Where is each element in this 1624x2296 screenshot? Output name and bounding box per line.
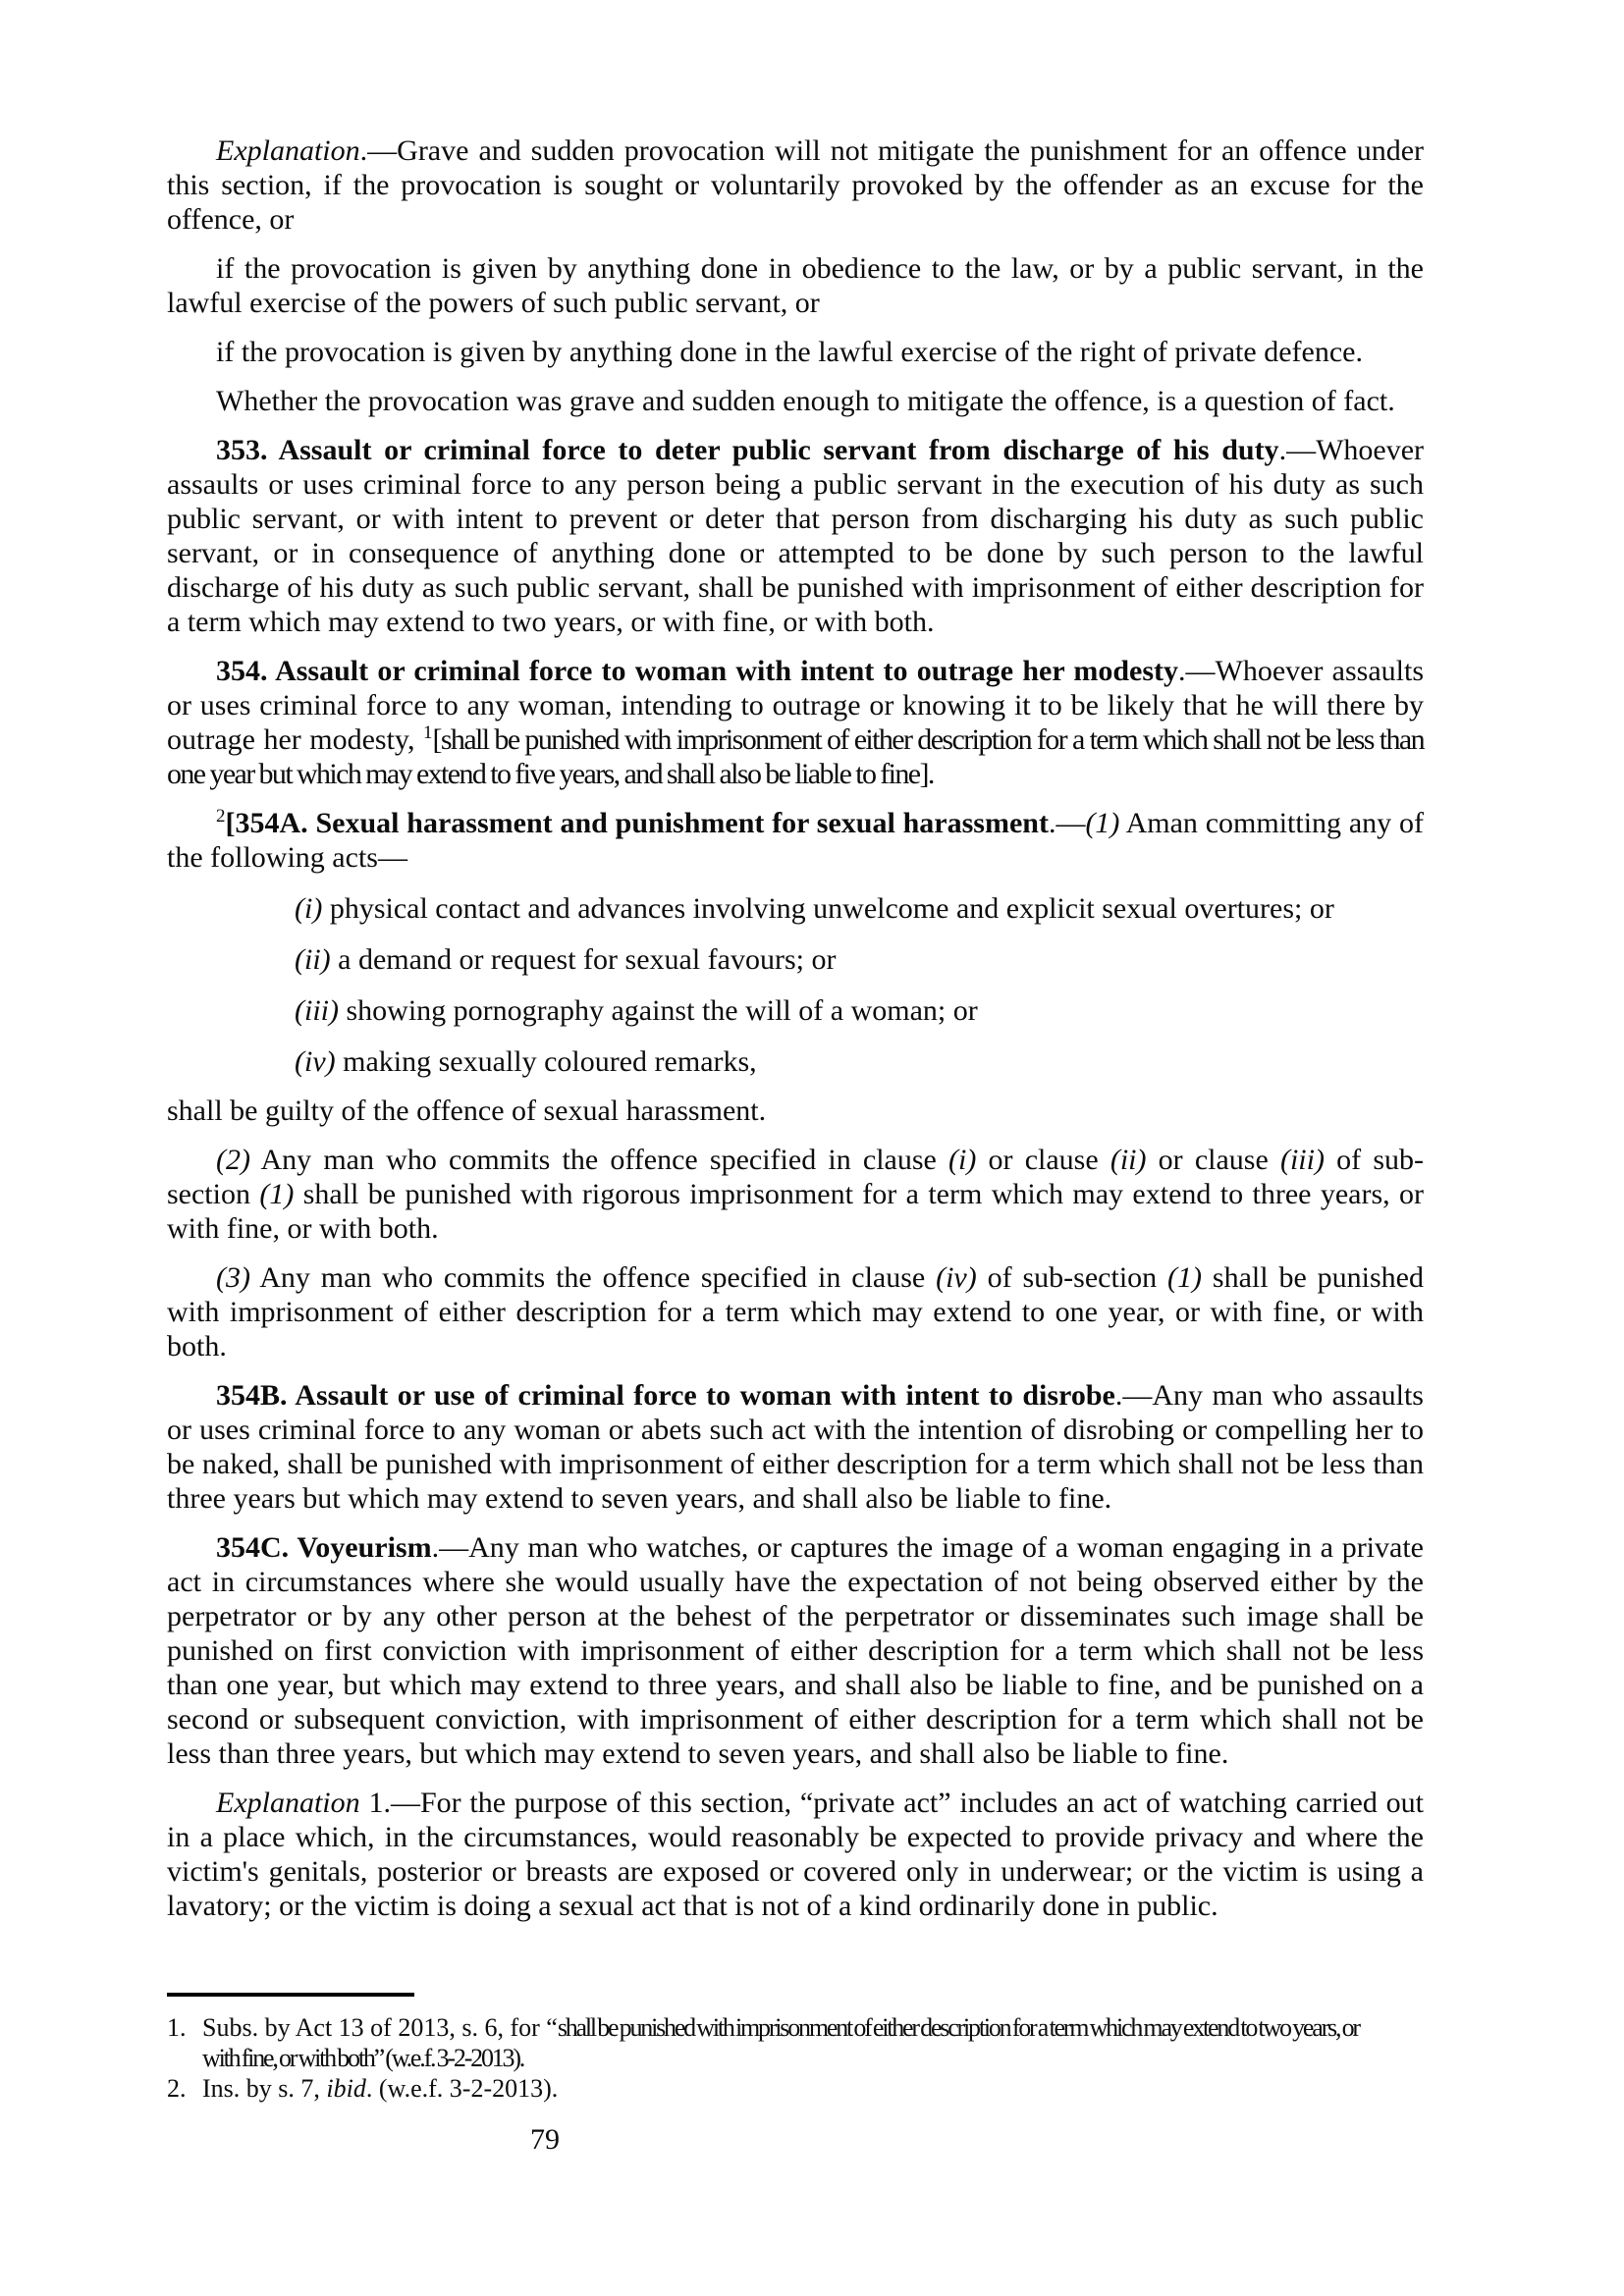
text-segment: (1)	[259, 1178, 295, 1210]
paragraph	[167, 384, 1424, 418]
text-segment: with fine, or with both” (w.e.f. 3-2-2013).	[202, 2044, 524, 2072]
footnote-line	[202, 2012, 1443, 2043]
text-segment: shall be punished with rigorous imprisonment for a term which may extend to three years, or with fine, or with both.	[167, 1178, 1424, 1245]
text-segment: (1)	[1085, 807, 1120, 839]
footnote-separator	[167, 1993, 414, 1997]
paragraph	[167, 654, 1424, 791]
text-segment: . (w.e.f. 3-2-2013).	[365, 2074, 559, 2103]
text-segment: or clause	[976, 1144, 1110, 1176]
text-segment: 354. Assault or criminal force to woman with intent to outrage her modesty	[216, 655, 1178, 687]
text-segment: or clause	[1146, 1144, 1280, 1176]
clause-item	[167, 1044, 1424, 1079]
paragraph	[167, 1094, 1424, 1128]
text-segment: 1	[422, 722, 433, 743]
text-segment: Aman committing any of the following acts—	[167, 807, 1424, 874]
text-segment: (1)	[1167, 1261, 1203, 1294]
text-segment: Any man who commits the offence specified in clause	[249, 1261, 937, 1294]
text-segment: 354B. Assault or use of criminal force to woman with intent to disrobe	[216, 1379, 1115, 1412]
text-segment: of sub-section	[167, 1144, 1424, 1210]
text-segment: (iii)	[295, 994, 339, 1027]
paragraph	[167, 1143, 1424, 1246]
text-segment: of sub-section	[976, 1261, 1168, 1294]
text-segment: (ii)	[1110, 1144, 1147, 1176]
paragraph	[167, 806, 1424, 875]
text-segment: (iv)	[936, 1261, 977, 1294]
text-segment: Any man who commits the offence specified in clause	[249, 1144, 949, 1176]
paragraph	[167, 1378, 1424, 1516]
text-segment: (i)	[948, 1144, 977, 1176]
text-segment: if the provocation is given by anything done in the lawful exercise of the right of private defence.	[216, 336, 1363, 368]
paragraph	[167, 133, 1424, 237]
paragraph	[167, 251, 1424, 320]
document-body	[167, 133, 1424, 1923]
text-segment: Explanation	[216, 134, 360, 167]
text-segment: if the provocation is given by anything done in obedience to the law, or by a public servant, in the lawful exercise of the powers of such public servant, or	[167, 252, 1424, 319]
text-segment: shall be guilty of the offence of sexual harassment.	[167, 1095, 767, 1127]
text-segment: showing pornography against the will of a woman; or	[339, 994, 978, 1027]
text-segment: (2)	[216, 1144, 250, 1176]
text-segment: [shall be punished with imprisonment of either description for a term which shall not be less than one year but which may extend to five years, and shall also be liable to fine].	[167, 723, 1424, 790]
text-segment: making sexually coloured remarks,	[335, 1045, 757, 1078]
text-segment: (iv)	[295, 1045, 336, 1078]
text-segment: 353. Assault or criminal force to deter public servant from discharge of his duty	[216, 434, 1279, 466]
text-segment: 1.—For the purpose of this section, “private act” includes an act of watching carried out in a place which, in the circumstances, would reasonably be expected to provide privacy and where the victim's genitals, posterior or breasts are exposed or covered only in underwear; or the victim is using a lavatory; or the victim is doing a sexual act that is not of a kind ordinarily done in public.	[167, 1787, 1424, 1922]
text-segment: (iii)	[1279, 1144, 1325, 1176]
clause-item	[167, 993, 1424, 1028]
text-segment: a demand or request for sexual favours; or	[330, 943, 837, 976]
page-number: 79	[530, 2123, 560, 2156]
text-segment: shall be punished with imprisonment of either description for a term which may extend to one year, or with fine, or with both.	[167, 1261, 1424, 1362]
footnote-item	[167, 2073, 1443, 2104]
paragraph	[167, 433, 1424, 639]
text-segment: Whether the provocation was grave and sudden enough to mitigate the offence, is a question of fact.	[216, 385, 1395, 417]
paragraph	[167, 1260, 1424, 1363]
text-segment: .—	[1048, 807, 1086, 839]
footnote-line	[202, 2073, 1443, 2104]
text-segment: .—Whoever assaults or uses criminal force to any person being a public servant in the execution of his duty as such public servant, or with intent to prevent or deter that person from discharging his duty as such public servant, or in consequence of anything done or attempted to be done by such person to the lawful discharge of his duty as such public servant, shall be punished with imprisonment of either description for a term which may extend to two years, or with fine, or with both.	[167, 434, 1424, 638]
text-segment: .—Any man who watches, or captures the image of a woman engaging in a private act in circumstances where she would usually have the expectation of not being observed either by the perpetrator or by any other person at the behest of the perpetrator or disseminates such image shall be punished on first conviction with imprisonment of either description for a term which shall not be less than one year, but which may extend to three years, and shall also be liable to fine, and be punished on a second or subsequent conviction, with imprisonment of either description for a term which shall not be less than three years, but which may extend to seven years, and shall also be liable to fine.	[167, 1531, 1424, 1770]
paragraph	[167, 1530, 1424, 1771]
footnote-item	[167, 2012, 1443, 2073]
clause-item	[167, 942, 1424, 977]
text-segment: Explanation	[216, 1787, 360, 1819]
clause-item	[167, 891, 1424, 926]
paragraph	[167, 335, 1424, 369]
text-segment: shall be punished with imprisonment of either description for a term which may extend to two years, or	[557, 2013, 1359, 2042]
text-segment: .—Grave and sudden provocation will not mitigate the punishment for an offence under this section, if the provocation is sought or voluntarily provoked by the offender as an excuse for the offence, or	[167, 134, 1424, 236]
text-segment: 2	[216, 806, 226, 827]
text-segment: 354C. Voyeurism	[216, 1531, 432, 1564]
text-segment: Ins. by s. 7,	[202, 2074, 327, 2103]
text-segment: Subs. by Act 13 of 2013, s. 6, for “	[202, 2013, 558, 2042]
text-segment: [354A. Sexual harassment and punishment for sexual harassment	[225, 807, 1049, 839]
footnote-line	[202, 2043, 1443, 2073]
text-segment: (i)	[295, 892, 323, 925]
footnote-list	[167, 2012, 1443, 2104]
footnote-marker: 1.	[167, 2013, 187, 2042]
text-segment: ibid	[326, 2074, 366, 2103]
paragraph	[167, 1786, 1424, 1923]
text-segment: physical contact and advances involving unwelcome and explicit sexual overtures; or	[322, 892, 1334, 925]
text-segment: .—Whoever assaults or uses criminal force to any woman, intending to outrage or knowing it to be likely that he will there by outrage her modesty,	[167, 655, 1425, 756]
footnote-marker: 2.	[167, 2074, 187, 2103]
footnotes-section	[167, 1993, 1443, 2104]
text-segment: .—Any man who assaults or uses criminal force to any woman or abets such act with the intention of disrobing or compelling her to be naked, shall be punished with imprisonment of either description for a term which shall not be less than three years but which may extend to seven years, and shall also be liable to fine.	[167, 1379, 1424, 1515]
text-segment: (3)	[216, 1261, 250, 1294]
text-segment: (ii)	[295, 943, 331, 976]
